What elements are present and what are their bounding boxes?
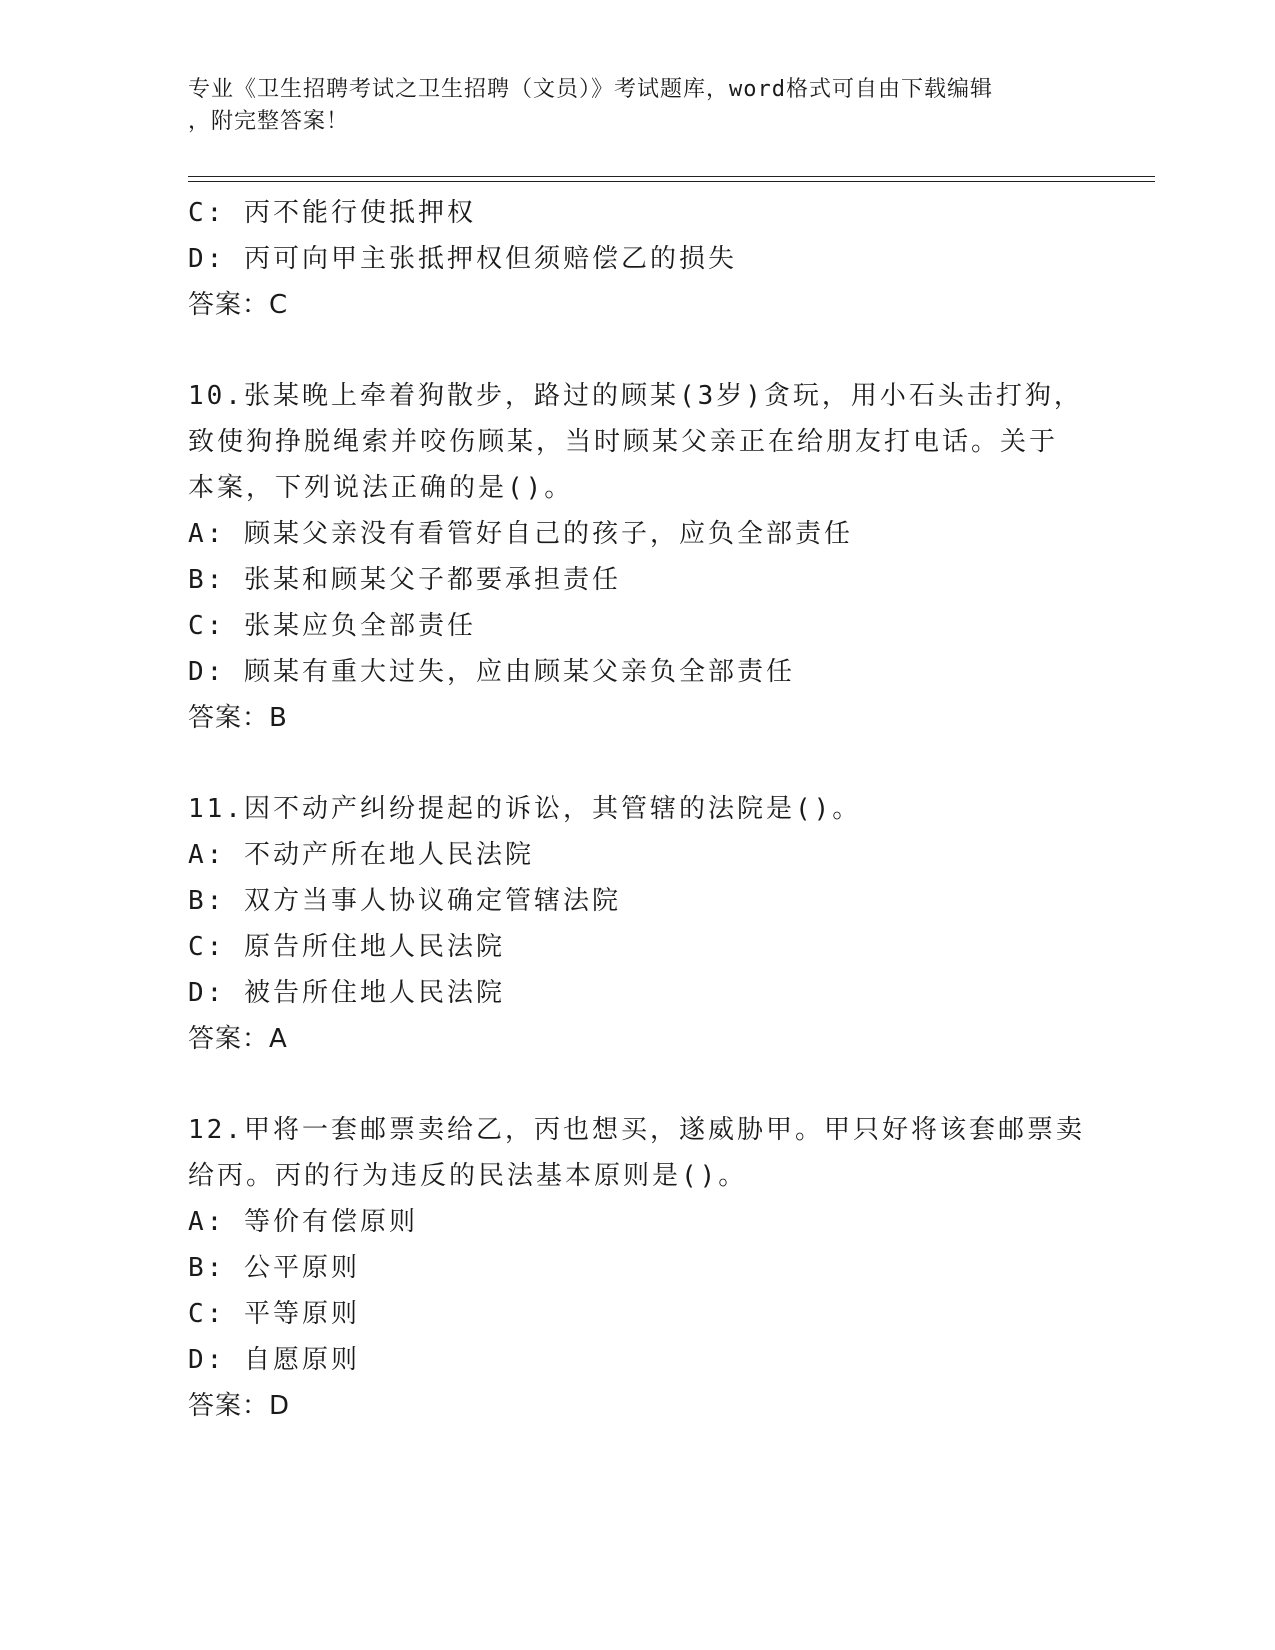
question-stem: 11.因不动产纠纷提起的诉讼，其管辖的法院是()。	[188, 794, 862, 824]
header-rule-bottom	[188, 181, 1155, 182]
spacer	[188, 328, 1088, 373]
option-a: A: 顾某父亲没有看管好自己的孩子，应负全部责任	[188, 519, 853, 549]
header-line-1: 专业《卫生招聘考试之卫生招聘（文员）》考试题库，word格式可自由下载编辑	[188, 77, 993, 102]
question-stem: 给丙。丙的行为违反的民法基本原则是()。	[188, 1161, 748, 1191]
document-header	[188, 74, 1068, 138]
option-c: C: 原告所住地人民法院	[188, 932, 505, 962]
option-b: B: 双方当事人协议确定管辖法院	[188, 886, 621, 916]
question-stem: 10.张某晚上牵着狗散步，路过的顾某(3岁)贪玩，用小石头击打狗，	[188, 381, 1083, 411]
option-d: D: 丙可向甲主张抵押权但须赔偿乙的损失	[188, 244, 737, 274]
question-stem: 致使狗挣脱绳索并咬伤顾某，当时顾某父亲正在给朋友打电话。关于	[188, 427, 1059, 457]
question-9-tail	[188, 190, 1088, 328]
header-rule-top	[188, 176, 1155, 177]
option-d: D: 自愿原则	[188, 1345, 360, 1375]
header-line-2: ，附完整答案！	[188, 109, 350, 134]
option-b: B: 公平原则	[188, 1253, 360, 1283]
option-c: C: 平等原则	[188, 1299, 360, 1329]
question-stem: 本案，下列说法正确的是()。	[188, 473, 574, 503]
option-c: C: 丙不能行使抵押权	[188, 198, 476, 228]
answer-line: 答案：D	[188, 1391, 291, 1421]
option-b: B: 张某和顾某父子都要承担责任	[188, 565, 621, 595]
option-a: A: 等价有偿原则	[188, 1207, 418, 1237]
document-body	[188, 190, 1088, 1429]
question-12	[188, 1107, 1088, 1429]
question-10	[188, 373, 1088, 741]
answer-line: 答案：B	[188, 703, 288, 733]
answer-line: 答案：A	[188, 1024, 288, 1054]
spacer	[188, 1062, 1088, 1107]
answer-line: 答案：C	[188, 290, 289, 320]
spacer	[188, 741, 1088, 786]
option-d: D: 被告所住地人民法院	[188, 978, 505, 1008]
option-c: C: 张某应负全部责任	[188, 611, 476, 641]
question-stem: 12.甲将一套邮票卖给乙，丙也想买，遂威胁甲。甲只好将该套邮票卖	[188, 1115, 1085, 1145]
option-a: A: 不动产所在地人民法院	[188, 840, 534, 870]
question-11	[188, 786, 1088, 1062]
option-d: D: 顾某有重大过失，应由顾某父亲负全部责任	[188, 657, 795, 687]
